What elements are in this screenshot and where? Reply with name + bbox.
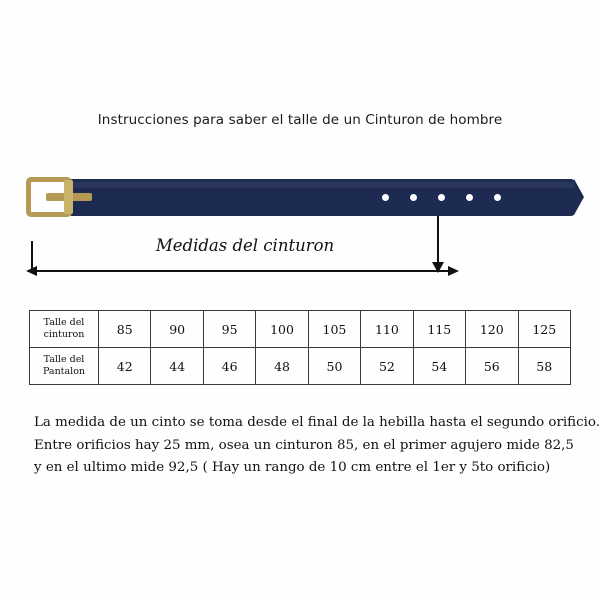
cell-belt-size: 90 <box>151 311 203 348</box>
belt-tip <box>574 179 584 215</box>
cell-pant-size: 52 <box>361 348 413 385</box>
cell-belt-size: 105 <box>308 311 360 348</box>
belt-illustration <box>20 168 580 238</box>
size-table <box>29 310 571 385</box>
belt-hole <box>438 194 445 201</box>
belt-hole <box>382 194 389 201</box>
cell-pant-size: 48 <box>256 348 308 385</box>
belt-hole <box>466 194 473 201</box>
cell-belt-size: 95 <box>203 311 255 348</box>
belt-strap <box>70 179 575 216</box>
table-row <box>30 348 571 385</box>
measure-right-arrowhead <box>448 266 459 276</box>
cell-belt-size: 110 <box>361 311 413 348</box>
note-line-1: La medida de un cinto se toma desde el final de la hebilla hasta el segundo orificio. <box>34 415 600 430</box>
measure-left-arrowhead <box>26 266 37 276</box>
cell-belt-size: 115 <box>413 311 465 348</box>
cell-pant-size: 42 <box>99 348 151 385</box>
cell-belt-size: 100 <box>256 311 308 348</box>
belt-highlight <box>70 182 575 188</box>
cell-pant-size: 56 <box>466 348 518 385</box>
note-line-3: y en el ultimo mide 92,5 ( Hay un rango de 10 cm entre el 1er y 5to orificio) <box>34 460 551 476</box>
belt-hole <box>410 194 417 201</box>
cell-belt-size: 125 <box>518 311 571 348</box>
instructions-note <box>34 412 600 480</box>
row-header-belt-size: Talle del cinturon <box>30 311 99 348</box>
page-title: Instrucciones para saber el talle de un Cinturon de hombre <box>97 112 503 128</box>
cell-pant-size: 44 <box>151 348 203 385</box>
table-row <box>30 311 571 348</box>
cell-pant-size: 46 <box>203 348 255 385</box>
cell-pant-size: 54 <box>413 348 465 385</box>
row-header-pant-size: Talle del Pantalon <box>30 348 99 385</box>
cell-pant-size: 58 <box>518 348 571 385</box>
cell-belt-size: 85 <box>99 311 151 348</box>
cell-belt-size: 120 <box>466 311 518 348</box>
cell-pant-size: 50 <box>308 348 360 385</box>
measurement-indicator <box>20 236 580 286</box>
measure-line <box>32 270 456 272</box>
measure-label: Medidas del cinturon <box>155 236 335 255</box>
buckle-prong-base <box>64 180 73 214</box>
belt-hole <box>494 194 501 201</box>
note-line-2: Entre orificios hay 25 mm, osea un cinturon 85, en el primer agujero mide 82,5 <box>34 437 574 453</box>
